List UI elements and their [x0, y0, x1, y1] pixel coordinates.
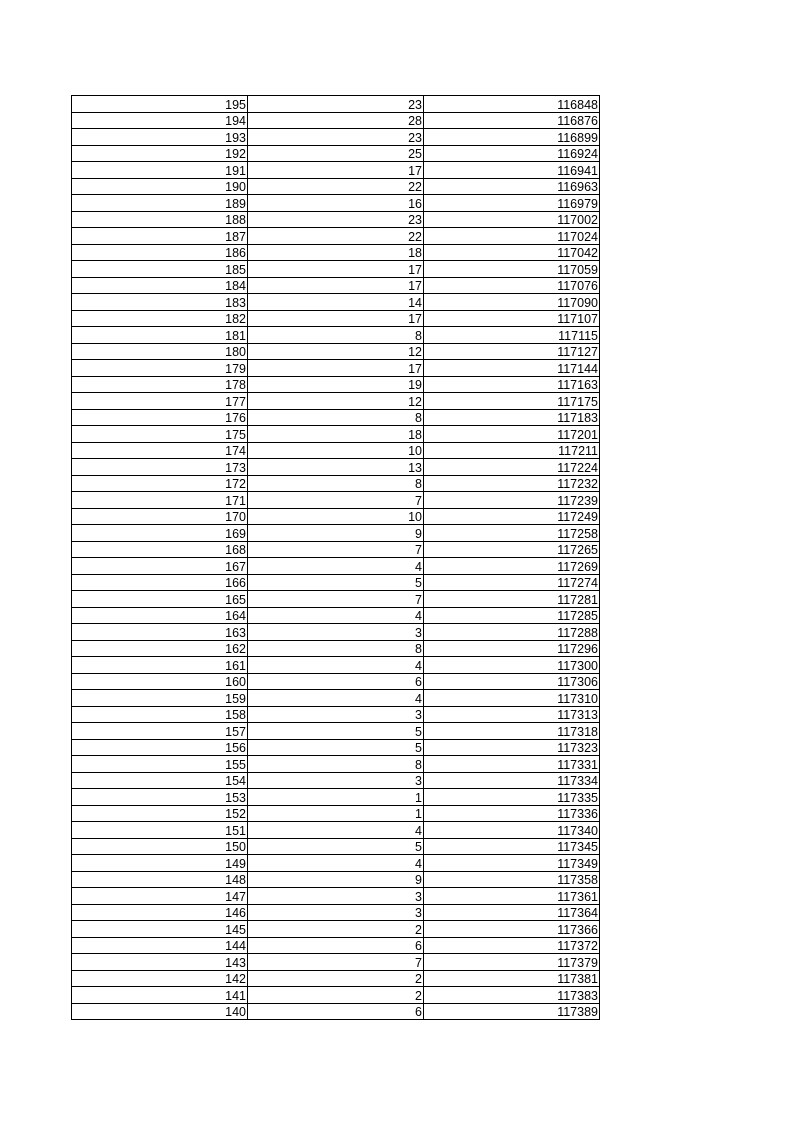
cell-col1: 185: [72, 261, 248, 278]
cell-col1: 153: [72, 789, 248, 806]
cell-col2: 13: [248, 459, 424, 476]
table-row: [72, 888, 600, 905]
cell-col2: 17: [248, 277, 424, 294]
cell-col2: 5: [248, 723, 424, 740]
table-row: [72, 277, 600, 294]
table-row: [72, 492, 600, 509]
table-row: [72, 855, 600, 872]
table-row: [72, 426, 600, 443]
cell-col1: 156: [72, 739, 248, 756]
cell-col2: 10: [248, 442, 424, 459]
cell-col1: 180: [72, 343, 248, 360]
cell-col1: 170: [72, 508, 248, 525]
table-row: [72, 838, 600, 855]
table-row: [72, 970, 600, 987]
cell-col2: 7: [248, 492, 424, 509]
cell-col1: 162: [72, 640, 248, 657]
cell-col2: 7: [248, 954, 424, 971]
cell-col3: 117313: [424, 706, 600, 723]
table-row: [72, 624, 600, 641]
cell-col2: 25: [248, 145, 424, 162]
table-row: [72, 459, 600, 476]
cell-col3: 117345: [424, 838, 600, 855]
cell-col3: 116924: [424, 145, 600, 162]
cell-col1: 193: [72, 129, 248, 146]
cell-col2: 8: [248, 640, 424, 657]
cell-col1: 173: [72, 459, 248, 476]
cell-col3: 116979: [424, 195, 600, 212]
table-row: [72, 723, 600, 740]
cell-col1: 164: [72, 607, 248, 624]
cell-col3: 117258: [424, 525, 600, 542]
cell-col3: 117372: [424, 937, 600, 954]
cell-col3: 117366: [424, 921, 600, 938]
table-row: [72, 228, 600, 245]
table-row: [72, 376, 600, 393]
cell-col3: 117381: [424, 970, 600, 987]
cell-col1: 168: [72, 541, 248, 558]
cell-col3: 116848: [424, 96, 600, 113]
table-row: [72, 954, 600, 971]
cell-col3: 116963: [424, 178, 600, 195]
cell-col1: 188: [72, 211, 248, 228]
cell-col2: 17: [248, 261, 424, 278]
cell-col1: 145: [72, 921, 248, 938]
cell-col2: 17: [248, 360, 424, 377]
cell-col1: 157: [72, 723, 248, 740]
cell-col2: 17: [248, 162, 424, 179]
table-row: [72, 673, 600, 690]
cell-col3: 117090: [424, 294, 600, 311]
cell-col1: 174: [72, 442, 248, 459]
cell-col1: 166: [72, 574, 248, 591]
cell-col1: 179: [72, 360, 248, 377]
cell-col1: 154: [72, 772, 248, 789]
cell-col2: 8: [248, 327, 424, 344]
cell-col3: 117379: [424, 954, 600, 971]
cell-col2: 8: [248, 475, 424, 492]
table-row: [72, 112, 600, 129]
cell-col3: 117361: [424, 888, 600, 905]
table-row: [72, 145, 600, 162]
cell-col1: 143: [72, 954, 248, 971]
cell-col2: 23: [248, 129, 424, 146]
cell-col3: 117296: [424, 640, 600, 657]
cell-col3: 117175: [424, 393, 600, 410]
cell-col3: 117232: [424, 475, 600, 492]
cell-col3: 117358: [424, 871, 600, 888]
table-row: [72, 541, 600, 558]
cell-col3: 117042: [424, 244, 600, 261]
table-row: [72, 343, 600, 360]
table-row: [72, 162, 600, 179]
cell-col3: 117239: [424, 492, 600, 509]
cell-col1: 171: [72, 492, 248, 509]
cell-col2: 19: [248, 376, 424, 393]
cell-col2: 14: [248, 294, 424, 311]
table-row: [72, 805, 600, 822]
cell-col2: 8: [248, 409, 424, 426]
cell-col1: 187: [72, 228, 248, 245]
table-row: [72, 591, 600, 608]
cell-col1: 148: [72, 871, 248, 888]
cell-col3: 116899: [424, 129, 600, 146]
data-table: [71, 95, 600, 1020]
table-row: [72, 1003, 600, 1020]
cell-col3: 117334: [424, 772, 600, 789]
cell-col1: 178: [72, 376, 248, 393]
cell-col3: 117076: [424, 277, 600, 294]
cell-col1: 189: [72, 195, 248, 212]
cell-col2: 4: [248, 855, 424, 872]
cell-col1: 184: [72, 277, 248, 294]
table-row: [72, 640, 600, 657]
table-row: [72, 706, 600, 723]
cell-col1: 140: [72, 1003, 248, 1020]
cell-col2: 18: [248, 244, 424, 261]
cell-col2: 4: [248, 558, 424, 575]
table-row: [72, 475, 600, 492]
cell-col3: 117318: [424, 723, 600, 740]
cell-col2: 7: [248, 541, 424, 558]
cell-col3: 117336: [424, 805, 600, 822]
table-row: [72, 360, 600, 377]
cell-col3: 117310: [424, 690, 600, 707]
table-row: [72, 261, 600, 278]
cell-col3: 117300: [424, 657, 600, 674]
cell-col3: 117331: [424, 756, 600, 773]
cell-col2: 4: [248, 822, 424, 839]
cell-col2: 5: [248, 838, 424, 855]
cell-col1: 192: [72, 145, 248, 162]
cell-col2: 2: [248, 970, 424, 987]
table-row: [72, 772, 600, 789]
cell-col1: 149: [72, 855, 248, 872]
cell-col1: 141: [72, 987, 248, 1004]
cell-col1: 159: [72, 690, 248, 707]
cell-col3: 117340: [424, 822, 600, 839]
cell-col1: 182: [72, 310, 248, 327]
table-row: [72, 739, 600, 756]
table-row: [72, 508, 600, 525]
table-row: [72, 822, 600, 839]
cell-col3: 117281: [424, 591, 600, 608]
cell-col3: 117389: [424, 1003, 600, 1020]
table-row: [72, 294, 600, 311]
table-row: [72, 178, 600, 195]
cell-col2: 3: [248, 772, 424, 789]
cell-col2: 12: [248, 393, 424, 410]
cell-col1: 191: [72, 162, 248, 179]
cell-col2: 8: [248, 756, 424, 773]
cell-col1: 147: [72, 888, 248, 905]
table-row: [72, 96, 600, 113]
cell-col1: 160: [72, 673, 248, 690]
cell-col1: 165: [72, 591, 248, 608]
table-row: [72, 244, 600, 261]
cell-col1: 163: [72, 624, 248, 641]
cell-col2: 2: [248, 987, 424, 1004]
table-row: [72, 904, 600, 921]
table-row: [72, 937, 600, 954]
table-row: [72, 921, 600, 938]
cell-col1: 146: [72, 904, 248, 921]
cell-col3: 116941: [424, 162, 600, 179]
cell-col2: 3: [248, 904, 424, 921]
table-row: [72, 690, 600, 707]
cell-col3: 117059: [424, 261, 600, 278]
cell-col3: 117224: [424, 459, 600, 476]
cell-col2: 9: [248, 525, 424, 542]
cell-col2: 5: [248, 739, 424, 756]
cell-col3: 117183: [424, 409, 600, 426]
cell-col1: 181: [72, 327, 248, 344]
cell-col2: 1: [248, 805, 424, 822]
cell-col3: 117002: [424, 211, 600, 228]
table-row: [72, 442, 600, 459]
cell-col3: 117288: [424, 624, 600, 641]
cell-col1: 155: [72, 756, 248, 773]
cell-col1: 169: [72, 525, 248, 542]
cell-col1: 175: [72, 426, 248, 443]
cell-col2: 6: [248, 937, 424, 954]
cell-col2: 1: [248, 789, 424, 806]
table-row: [72, 574, 600, 591]
cell-col1: 142: [72, 970, 248, 987]
cell-col3: 117335: [424, 789, 600, 806]
cell-col2: 6: [248, 673, 424, 690]
cell-col1: 158: [72, 706, 248, 723]
cell-col2: 18: [248, 426, 424, 443]
cell-col1: 151: [72, 822, 248, 839]
table-row: [72, 525, 600, 542]
table-row: [72, 310, 600, 327]
cell-col2: 3: [248, 624, 424, 641]
cell-col2: 28: [248, 112, 424, 129]
cell-col1: 186: [72, 244, 248, 261]
table-row: [72, 607, 600, 624]
table-row: [72, 871, 600, 888]
table-row: [72, 211, 600, 228]
cell-col3: 117306: [424, 673, 600, 690]
cell-col1: 195: [72, 96, 248, 113]
cell-col3: 117349: [424, 855, 600, 872]
cell-col3: 117024: [424, 228, 600, 245]
cell-col2: 7: [248, 591, 424, 608]
table-row: [72, 195, 600, 212]
cell-col3: 116876: [424, 112, 600, 129]
cell-col3: 117383: [424, 987, 600, 1004]
cell-col2: 5: [248, 574, 424, 591]
cell-col2: 17: [248, 310, 424, 327]
cell-col3: 117323: [424, 739, 600, 756]
cell-col2: 10: [248, 508, 424, 525]
cell-col2: 3: [248, 706, 424, 723]
table-row: [72, 393, 600, 410]
cell-col2: 22: [248, 178, 424, 195]
cell-col1: 144: [72, 937, 248, 954]
cell-col3: 117274: [424, 574, 600, 591]
cell-col2: 22: [248, 228, 424, 245]
cell-col1: 190: [72, 178, 248, 195]
cell-col1: 194: [72, 112, 248, 129]
cell-col2: 4: [248, 607, 424, 624]
cell-col3: 117201: [424, 426, 600, 443]
cell-col2: 16: [248, 195, 424, 212]
table-row: [72, 657, 600, 674]
cell-col3: 117115: [424, 327, 600, 344]
cell-col2: 4: [248, 657, 424, 674]
cell-col1: 150: [72, 838, 248, 855]
table-row: [72, 789, 600, 806]
table-body: [72, 96, 600, 1020]
cell-col2: 23: [248, 96, 424, 113]
cell-col3: 117364: [424, 904, 600, 921]
cell-col1: 177: [72, 393, 248, 410]
cell-col2: 9: [248, 871, 424, 888]
cell-col1: 161: [72, 657, 248, 674]
cell-col2: 12: [248, 343, 424, 360]
table-row: [72, 129, 600, 146]
cell-col2: 23: [248, 211, 424, 228]
cell-col3: 117163: [424, 376, 600, 393]
cell-col3: 117285: [424, 607, 600, 624]
table-row: [72, 756, 600, 773]
cell-col3: 117211: [424, 442, 600, 459]
table-row: [72, 409, 600, 426]
table-row: [72, 987, 600, 1004]
cell-col2: 2: [248, 921, 424, 938]
cell-col1: 172: [72, 475, 248, 492]
cell-col3: 117127: [424, 343, 600, 360]
cell-col3: 117249: [424, 508, 600, 525]
cell-col1: 176: [72, 409, 248, 426]
table-row: [72, 327, 600, 344]
cell-col1: 167: [72, 558, 248, 575]
cell-col3: 117107: [424, 310, 600, 327]
cell-col2: 6: [248, 1003, 424, 1020]
cell-col2: 4: [248, 690, 424, 707]
table-row: [72, 558, 600, 575]
cell-col3: 117265: [424, 541, 600, 558]
cell-col3: 117144: [424, 360, 600, 377]
cell-col1: 183: [72, 294, 248, 311]
cell-col1: 152: [72, 805, 248, 822]
cell-col3: 117269: [424, 558, 600, 575]
cell-col2: 3: [248, 888, 424, 905]
